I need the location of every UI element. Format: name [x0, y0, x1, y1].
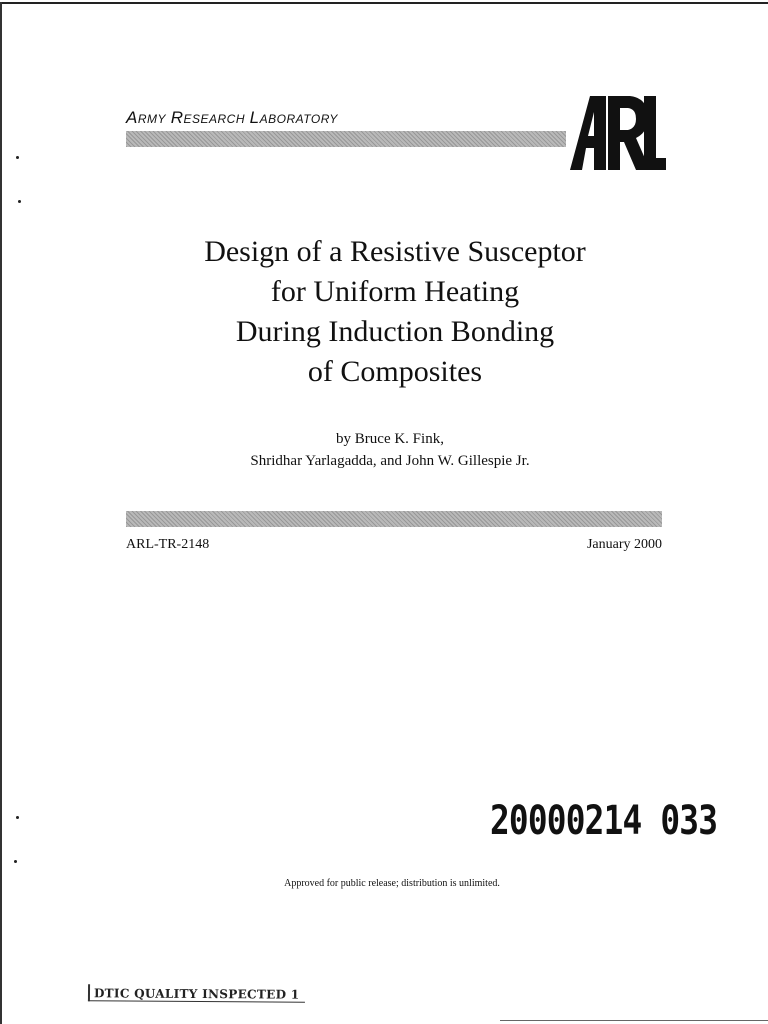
lab-name	[126, 108, 338, 128]
scan-speck	[16, 156, 19, 159]
accession-number: 20000214 033	[490, 798, 718, 844]
arl-logo-icon	[556, 92, 668, 172]
title-line: of Composites	[307, 355, 483, 388]
lab-name-word: RMY	[137, 112, 167, 126]
scan-edge-top	[0, 2, 768, 4]
lab-name-initial: A	[126, 108, 138, 127]
report-number: ARL-TR-2148	[126, 537, 210, 552]
title-line: for Uniform Heating	[270, 275, 520, 308]
author-line: by Bruce K. Fink,	[336, 431, 444, 447]
document-title	[0, 232, 768, 392]
section-rule-band	[126, 511, 662, 527]
scan-edge-left	[0, 2, 2, 1024]
author-line: Shridhar Yarlagadda, and John W. Gillespie Jr.	[250, 453, 530, 469]
title-line: During Induction Bonding	[235, 315, 555, 348]
scan-speck	[16, 816, 19, 819]
scan-edge-bottom	[500, 1020, 768, 1021]
title-line: Design of a Resistive Susceptor	[204, 235, 586, 268]
scan-speck	[14, 860, 17, 863]
report-date: January 2000	[586, 537, 662, 552]
lab-name-initial: L	[249, 108, 260, 127]
author-byline	[0, 428, 768, 472]
header-rule-band	[126, 131, 566, 147]
lab-name-word: ESEARCH	[183, 112, 245, 126]
lab-name-word: ABORATORY	[259, 112, 338, 126]
scan-speck	[18, 200, 21, 203]
distribution-statement: Approved for public release; distribution is unlimited.	[284, 878, 500, 889]
quality-inspection-stamp: DTIC QUALITY INSPECTED 1	[88, 984, 306, 1003]
lab-name-initial: R	[170, 108, 184, 127]
